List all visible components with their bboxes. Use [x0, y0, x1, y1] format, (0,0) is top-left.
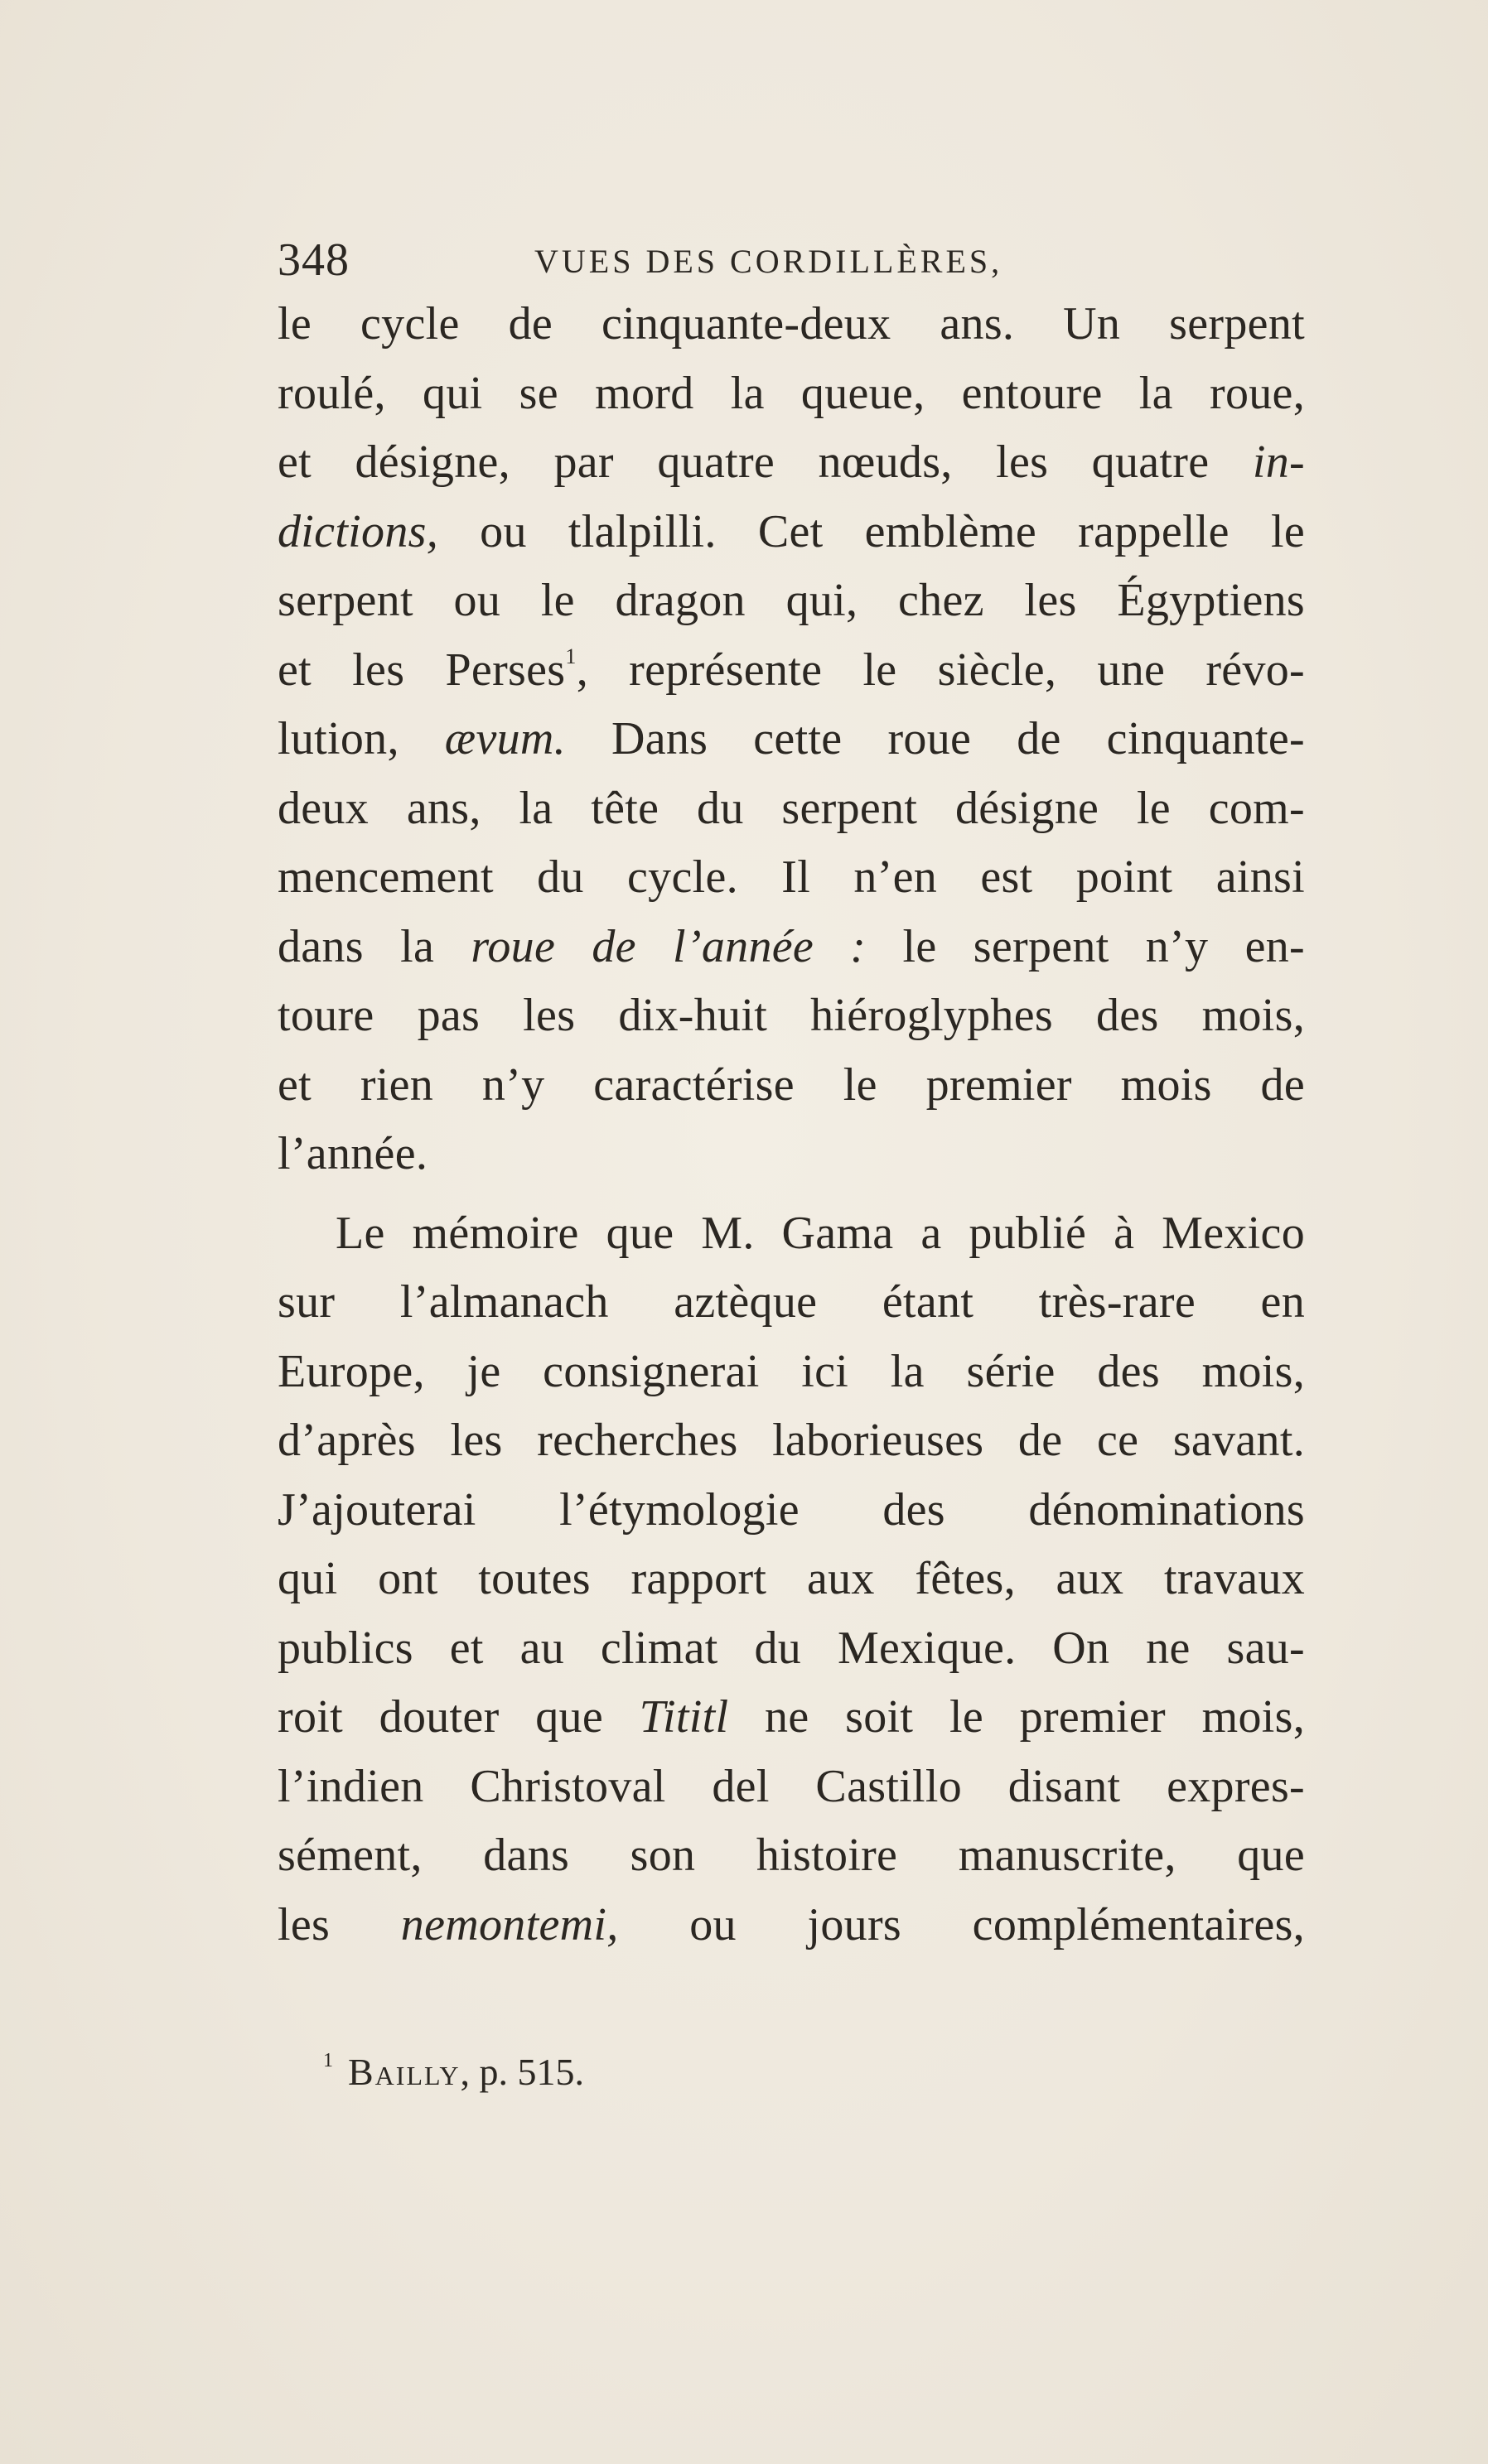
text-line	[278, 1476, 1305, 1545]
text-segment: serpent ou le dragon qui, chez les Égyptiens	[278, 575, 1305, 626]
text-line	[278, 1338, 1305, 1407]
text-line	[278, 1891, 1305, 1960]
text-line	[278, 1199, 1305, 1269]
text-line	[278, 1545, 1305, 1614]
text-segment: publics et au climat du Mexique. On ne sau-	[278, 1622, 1305, 1674]
text-block	[278, 224, 1305, 1960]
text-line	[278, 1120, 1305, 1189]
text-segment: ou tlalpilli. Cet emblème rappelle le	[438, 505, 1305, 557]
text-segment: dans la	[278, 920, 471, 972]
text-line	[278, 359, 1305, 429]
text-line	[278, 843, 1305, 913]
text-segment: les	[278, 1898, 401, 1950]
text-segment: lution,	[278, 713, 445, 764]
text-segment: et rien n’y caractérise le premier mois de	[278, 1058, 1305, 1111]
running-title: VUES DES CORDILLÈRES,	[534, 243, 1003, 280]
text-segment: ou jours complémentaires,	[618, 1898, 1305, 1950]
text-segment: d’après les recherches laborieuses de ce savant.	[278, 1415, 1305, 1466]
text-line	[278, 636, 1305, 706]
text-line	[278, 1051, 1305, 1121]
text-line	[278, 1821, 1305, 1891]
text-segment: , représente le siècle, une révo-	[576, 644, 1305, 696]
text-segment: qui ont toutes rapport aux fêtes, aux travaux	[278, 1553, 1305, 1604]
footnote-marker: 1	[323, 2050, 333, 2071]
text-segment: sur l’almanach aztèque étant très-rare en	[278, 1276, 1305, 1328]
footnote-reference: , p. 515.	[460, 2051, 584, 2093]
footnote-reference-mark: 1	[565, 644, 577, 668]
text-line	[278, 1406, 1305, 1476]
running-head	[278, 224, 1305, 290]
text-line	[278, 1753, 1305, 1822]
text-segment: l’indien Christoval del Castillo disant expres-	[278, 1760, 1305, 1812]
text-segment: ne soit le premier mois,	[728, 1691, 1306, 1743]
text-segment: Dans cette roue de cinquante-	[565, 713, 1305, 764]
text-line	[278, 428, 1305, 498]
text-segment: dictions,	[278, 505, 439, 557]
page-number: 348	[278, 234, 350, 286]
text-segment: Tititl	[639, 1691, 729, 1743]
text-segment: roulé, qui se mord la queue, entoure la roue,	[278, 367, 1305, 419]
text-line	[278, 567, 1305, 636]
text-line	[278, 1683, 1305, 1753]
paragraph-2	[278, 1199, 1305, 1960]
text-segment: ævum.	[444, 713, 566, 764]
text-segment: J’ajouterai l’étymologie des dénominations	[278, 1483, 1305, 1536]
text-line	[278, 498, 1305, 567]
text-segment: roit douter que	[278, 1691, 640, 1743]
text-line	[278, 705, 1305, 774]
text-line	[278, 1268, 1305, 1338]
text-segment: sément, dans son histoire manuscrite, que	[278, 1830, 1305, 1881]
text-line	[278, 913, 1305, 982]
text-segment: roue de l’année :	[471, 920, 867, 972]
text-segment: deux ans, la tête du serpent désigne le com-	[278, 782, 1305, 834]
footnote	[323, 2050, 584, 2094]
text-segment: et désigne, par quatre nœuds, les quatre	[278, 436, 1253, 488]
text-segment: in-	[1252, 436, 1305, 488]
text-line	[278, 774, 1305, 844]
paragraph-1	[278, 290, 1305, 1189]
text-segment: le serpent n’y en-	[866, 920, 1305, 972]
text-segment: Le mémoire que M. Gama a publié à Mexico	[336, 1207, 1305, 1259]
text-segment: l’année.	[278, 1128, 428, 1179]
footnote-author: Bailly	[348, 2051, 461, 2093]
text-segment: nemontemi,	[400, 1898, 619, 1950]
text-line	[278, 981, 1305, 1051]
text-line	[278, 290, 1305, 359]
text-line	[278, 1614, 1305, 1684]
text-segment: le cycle de cinquante-deux ans. Un serpent	[278, 298, 1305, 350]
text-segment: Europe, je consignerai ici la série des mois,	[278, 1345, 1305, 1397]
text-segment: toure pas les dix-huit hiéroglyphes des mois,	[278, 990, 1305, 1041]
text-segment: mencement du cycle. Il n’en est point ainsi	[278, 851, 1305, 903]
text-segment: et les Perses	[278, 644, 566, 696]
